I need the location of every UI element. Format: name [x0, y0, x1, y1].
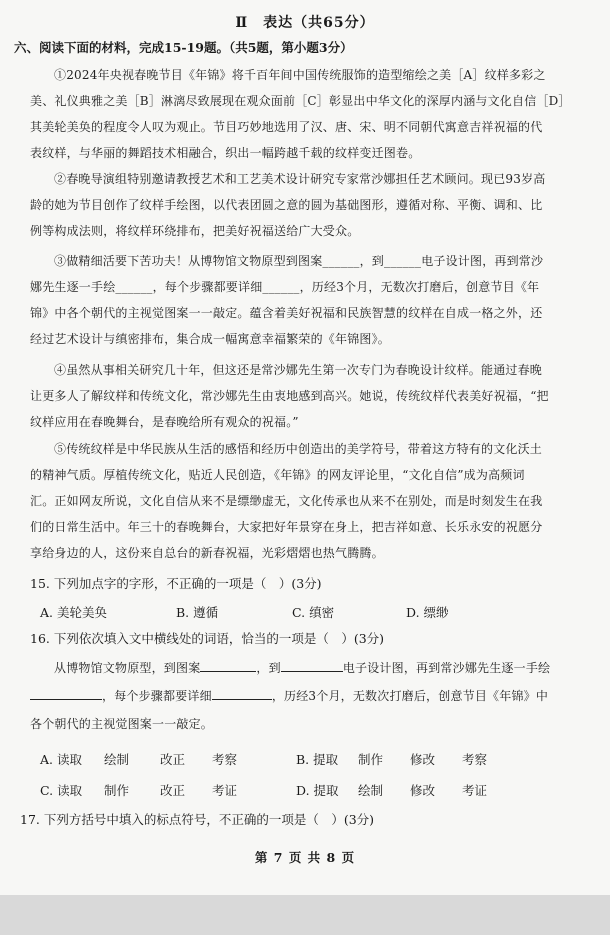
passage-line: ③做精细活要下苦功夫！从博物馆文物原型到图案______，到______电子设计图，再到常沙 [54, 254, 544, 268]
q16-option-a[interactable]: A. 读取 [40, 752, 82, 767]
q16-option-b[interactable]: B. 提取 [296, 752, 339, 767]
q16-option-b-word: 考察 [462, 752, 488, 767]
q16-passage-line: 各个朝代的主视觉图案一一敲定。 [30, 717, 214, 731]
passage-line: 享给身边的人，这份来自总台的新春祝福，光彩熠熠也热气腾腾。 [30, 546, 384, 560]
passage-line: 龄的她为节目创作了纹样手绘图，以代表团圆之意的圆为基础图形，遵循对称、平衡、调和、比 [30, 198, 543, 212]
q16-option-a-word: 改正 [160, 752, 186, 767]
q16-passage-line [30, 688, 610, 704]
q16-passage-line [54, 660, 610, 676]
passage-line: ②春晚导演组特别邀请教授艺术和工艺美术设计研究专家常沙娜担任艺术顾问。现已93岁高 [54, 172, 546, 186]
q16-option-a-word: 绘制 [104, 752, 130, 767]
q16-text: ，到 [256, 661, 281, 675]
q16-option-d-word: 修改 [410, 783, 436, 798]
passage-line: 美、礼仪典雅之美［B］淋漓尽致展现在观众面前［C］彰显出中华文化的深厚内涵与文化自信［D］ [30, 94, 571, 108]
q16-blank-4 [212, 699, 272, 700]
passage-line: 表纹样，与华丽的舞蹈技术相融合，织出一幅跨越千载的纹样变迁图卷。 [30, 146, 421, 160]
q16-blank-3 [30, 699, 102, 700]
q16-option-b-word: 制作 [358, 752, 384, 767]
q16-option-d-word: 考证 [462, 783, 488, 798]
q16-text: 从博物馆文物原型，到图案 [54, 661, 201, 675]
question-16-stem: 16. 下列依次填入文中横线处的词语，恰当的一项是（ ）(3分) [30, 631, 385, 646]
question-17-stem: 17. 下列方括号中填入的标点符号，不正确的一项是（ ）(3分) [20, 812, 375, 827]
page-footer: 第 7 页 共 8 页 [254, 850, 356, 865]
q16-option-a-word: 考察 [212, 752, 238, 767]
q16-option-c[interactable]: C. 读取 [40, 783, 83, 798]
passage-line: 娜先生逐一手绘______，每个步骤都要详细______，历经3个月，无数次打磨后，创意节目《年 [30, 280, 540, 294]
q16-text: 电子设计图，再到常沙娜先生逐一手绘 [342, 661, 551, 675]
passage-line: 经过艺术设计与缜密排布，集合成一幅寓意幸福繁荣的《年锦图》。 [30, 332, 391, 346]
passage-line: ⑤传统纹样是中华民族从生活的感悟和经历中创造出的美学符号，带着这方特有的文化沃土 [54, 442, 543, 456]
passage-line: 汇。正如网友所说，文化自信从来不是缥缈虚无，文化传承也从来不在别处，而是时刻发生在我 [30, 494, 543, 508]
q16-option-b-word: 修改 [410, 752, 436, 767]
q16-option-c-word: 制作 [104, 783, 130, 798]
passage-line: 们的日常生活中。年三十的春晚舞台，大家把好年景穿在身上，把吉祥如意、长乐永安的祝愿分 [30, 520, 543, 534]
passage-line: 锦》中各个朝代的主视觉图案一一敲定。蕴含着美好祝福和民族智慧的纹样在自成一格之外，还 [30, 306, 543, 320]
passage-line: ①2024年央视春晚节目《年锦》将千百年间中国传统服饰的造型缩绘之美［A］纹样多彩之 [54, 68, 546, 82]
q16-text: ，每个步骤都要详细 [102, 689, 212, 703]
q16-option-c-word: 改正 [160, 783, 186, 798]
passage-line: 纹样应用在春晚舞台，是春晚给所有观众的祝福。” [30, 415, 299, 429]
q16-option-d-word: 绘制 [358, 783, 384, 798]
q16-blank-2 [281, 671, 343, 672]
section-heading: 六、阅读下面的材料，完成15-19题。（共5题，第小题3分） [14, 40, 353, 55]
q15-option-c[interactable]: C. 缜密 [292, 605, 335, 620]
q15-option-a[interactable]: A. 美轮美奂 [40, 605, 107, 620]
part-title: Ⅱ 表达（共65分） [235, 15, 375, 31]
passage-line: 例等构成法则，将纹样环绕排布，把美好祝福送给广大受众。 [30, 224, 360, 238]
passage-line: 其美轮美奂的程度令人叹为观止。节目巧妙地选用了汉、唐、宋、明不同朝代寓意吉祥祝福的代 [30, 120, 543, 134]
passage-line: 让更多人了解纹样和传统文化，常沙娜先生由衷地感到高兴。她说，传统纹样代表美好祝福，“把 [30, 389, 549, 403]
question-15-stem: 15. 下列加点字的字形，不正确的一项是（ ）(3分) [30, 576, 322, 591]
q15-option-d[interactable]: D. 缥缈 [406, 605, 449, 620]
q15-option-b[interactable]: B. 遵循 [176, 605, 219, 620]
q16-text: ，历经3个月，无数次打磨后，创意节目《年锦》中 [271, 689, 549, 703]
q16-blank-1 [200, 671, 256, 672]
q16-option-c-word: 考证 [212, 783, 238, 798]
q16-option-d[interactable]: D. 提取 [296, 783, 339, 798]
passage-line: ④虽然从事相关研究几十年，但这还是常沙娜先生第一次专门为春晚设计纹样。能通过春晚 [54, 363, 543, 377]
passage-line: 的精神气质。厚植传统文化，贴近人民创造，《年锦》的网友评论里，“文化自信”成为高频词 [30, 468, 525, 482]
